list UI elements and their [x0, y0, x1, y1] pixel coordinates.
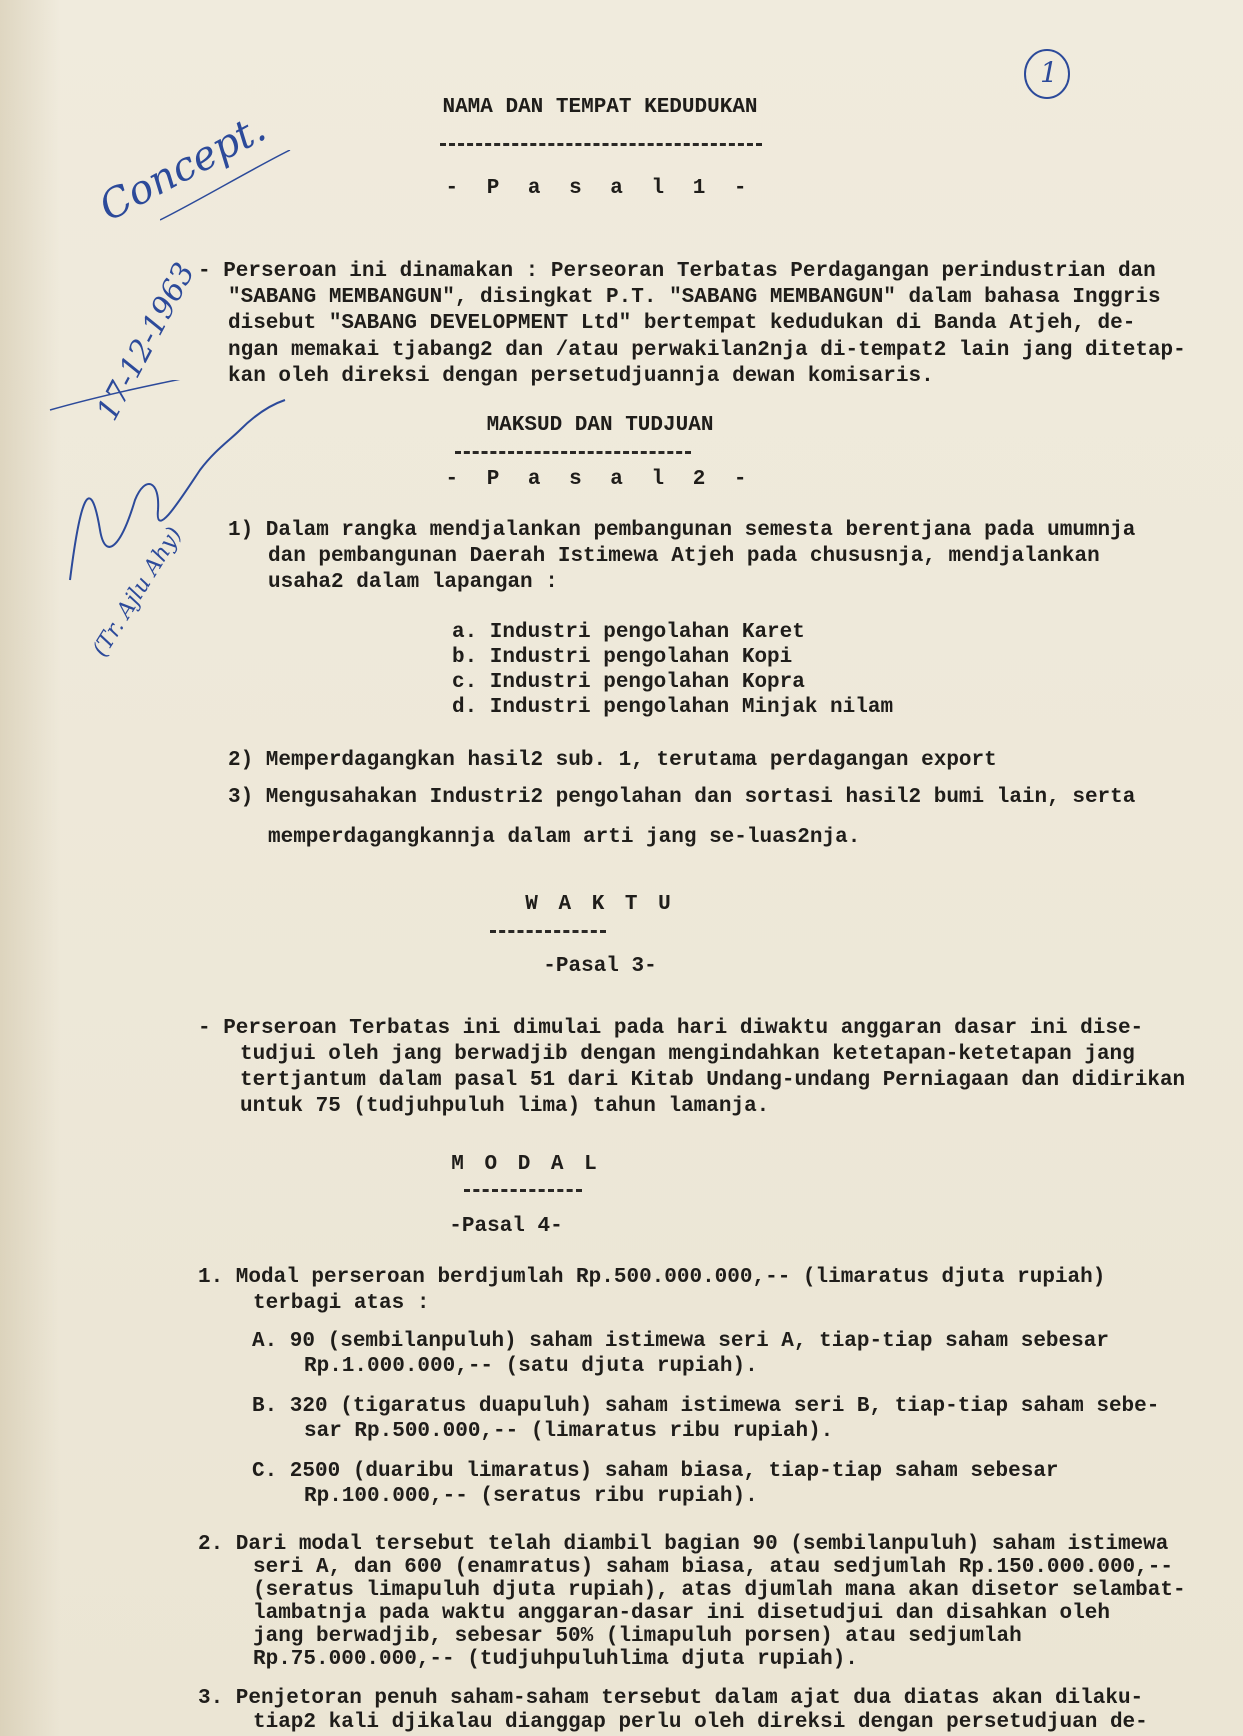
pasal-2-label: - P a s a l 2 -: [445, 468, 755, 491]
pasal-1-line: disebut "SABANG DEVELOPMENT Ltd" bertempat kedudukan di Banda Atjeh, de-: [228, 312, 1136, 335]
pasal-3-line: untuk 75 (tudjuhpuluh lima) tahun lamanja.: [240, 1095, 770, 1118]
section-heading-1: NAMA DAN TEMPAT KEDUDUKAN: [442, 96, 758, 119]
pasal-4-p2-line: 2. Dari modal tersebut telah diambil bagian 90 (sembilanpuluh) saham istimewa: [198, 1533, 1169, 1556]
paper-edge-stain: [0, 0, 60, 1736]
pasal-1-label: - P a s a l 1 -: [445, 177, 755, 200]
pasal-2-item3-line: 3) Mengusahakan Industri2 pengolahan dan sortasi hasil2 bumi lain, serta: [228, 786, 1136, 809]
concept-stroke: [160, 150, 300, 230]
pasal-4-p2-line: seri A, dan 600 (enamratus) saham biasa, atau sedjumlah Rp.150.000.000,--: [253, 1556, 1173, 1579]
pasal-2-subitem: c. Industri pengolahan Kopra: [452, 671, 805, 694]
pasal-3-line: - Perseroan Terbatas ini dimulai pada hari diwaktu anggaran dasar ini dise-: [198, 1017, 1144, 1040]
pasal-4-item-c: Rp.100.000,-- (seratus ribu rupiah).: [304, 1485, 758, 1508]
section-heading-4: M O D A L: [451, 1153, 601, 1176]
pasal-2-item1-line: usaha2 dalam lapangan :: [268, 571, 558, 594]
pasal-1-line: "SABANG MEMBANGUN", disingkat P.T. "SABANG MEMBANGUN" dalam bahasa Inggris: [228, 286, 1161, 309]
pasal-4-p3-line: 3. Penjetoran penuh saham-saham tersebut dalam ajat dua diatas akan dilaku-: [198, 1687, 1144, 1710]
heading-underline-2: [455, 451, 691, 454]
signature-mark: [40, 380, 300, 640]
pasal-2-item3-line: memperdagangkannja dalam arti jang se-luas2nja.: [268, 826, 861, 849]
pasal-1-line: ngan memakai tjabang2 dan /atau perwakilan2nja di-tempat2 lain jang ditetap-: [228, 339, 1186, 362]
pasal-4-label: -Pasal 4-: [449, 1215, 563, 1238]
pasal-4-p2-line: Rp.75.000.000,-- (tudjuhpuluhlima djuta rupiah).: [253, 1648, 858, 1671]
pasal-4-p1-line: terbagi atas :: [253, 1292, 430, 1315]
pasal-4-p2-line: (seratus limapuluh djuta rupiah), atas djumlah mana akan disetor selambat-: [253, 1579, 1186, 1602]
pasal-2-subitem: a. Industri pengolahan Karet: [452, 621, 805, 644]
signature-note: (Tr. Ajlu Ahy): [88, 523, 188, 662]
pasal-4-item-b: sar Rp.500.000,-- (limaratus ribu rupiah).: [304, 1420, 834, 1443]
heading-underline-3: [490, 930, 606, 933]
pasal-1-line: - Perseroan ini dinamakan : Perseoran Terbatas Perdagangan perindustrian dan: [198, 260, 1156, 283]
pasal-4-item-b: B. 320 (tigaratus duapuluh) saham istimewa seri B, tiap-tiap saham sebe-: [252, 1395, 1160, 1418]
pasal-2-subitem: d. Industri pengolahan Minjak nilam: [452, 696, 894, 719]
pasal-4-item-c: C. 2500 (duaribu limaratus) saham biasa, tiap-tiap saham sebesar: [252, 1460, 1059, 1483]
pasal-3-label: -Pasal 3-: [543, 955, 657, 978]
concept-annotation: Concept.: [92, 105, 274, 231]
pasal-4-item-a: Rp.1.000.000,-- (satu djuta rupiah).: [304, 1355, 758, 1378]
pasal-4-p1-line: 1. Modal perseroan berdjumlah Rp.500.000.000,-- (limaratus djuta rupiah): [198, 1266, 1106, 1289]
pasal-4-p2-line: jang berwadjib, sebesar 50% (limapuluh porsen) atau sedjumlah: [253, 1625, 1022, 1648]
heading-underline-4: [464, 1189, 582, 1192]
heading-underline-1: [440, 143, 762, 146]
pasal-2-item2: 2) Memperdagangkan hasil2 sub. 1, terutama perdagangan export: [228, 749, 997, 772]
page-number: 1: [1040, 56, 1058, 89]
pasal-2-subitem: b. Industri pengolahan Kopi: [452, 646, 793, 669]
pasal-1-line: kan oleh direksi dengan persetudjuannja dewan komisaris.: [228, 365, 934, 388]
pasal-3-line: tertjantum dalam pasal 51 dari Kitab Undang-undang Perniagaan dan didirikan: [240, 1069, 1186, 1092]
section-heading-2: MAKSUD DAN TUDJUAN: [486, 414, 714, 437]
pasal-2-item1-line: dan pembangunan Daerah Istimewa Atjeh pada chususnja, mendjalankan: [268, 545, 1100, 568]
pasal-4-p3-line: tiap2 kali djikalau dianggap perlu oleh direksi dengan persetudjuan de-: [253, 1711, 1148, 1734]
section-heading-3: W A K T U: [525, 893, 675, 916]
pasal-4-item-a: A. 90 (sembilanpuluh) saham istimewa seri A, tiap-tiap saham sebesar: [252, 1330, 1109, 1353]
pasal-4-p2-line: lambatnja pada waktu anggaran-dasar ini disetudjui dan disahkan oleh: [253, 1602, 1110, 1625]
pasal-2-item1-line: 1) Dalam rangka mendjalankan pembangunan semesta berentjana pada umumnja: [228, 519, 1136, 542]
date-annotation: 17-12-1963: [90, 257, 203, 427]
pasal-3-line: tudjui oleh jang berwadjib dengan mengindahkan ketetapan-ketetapan jang: [240, 1043, 1135, 1066]
